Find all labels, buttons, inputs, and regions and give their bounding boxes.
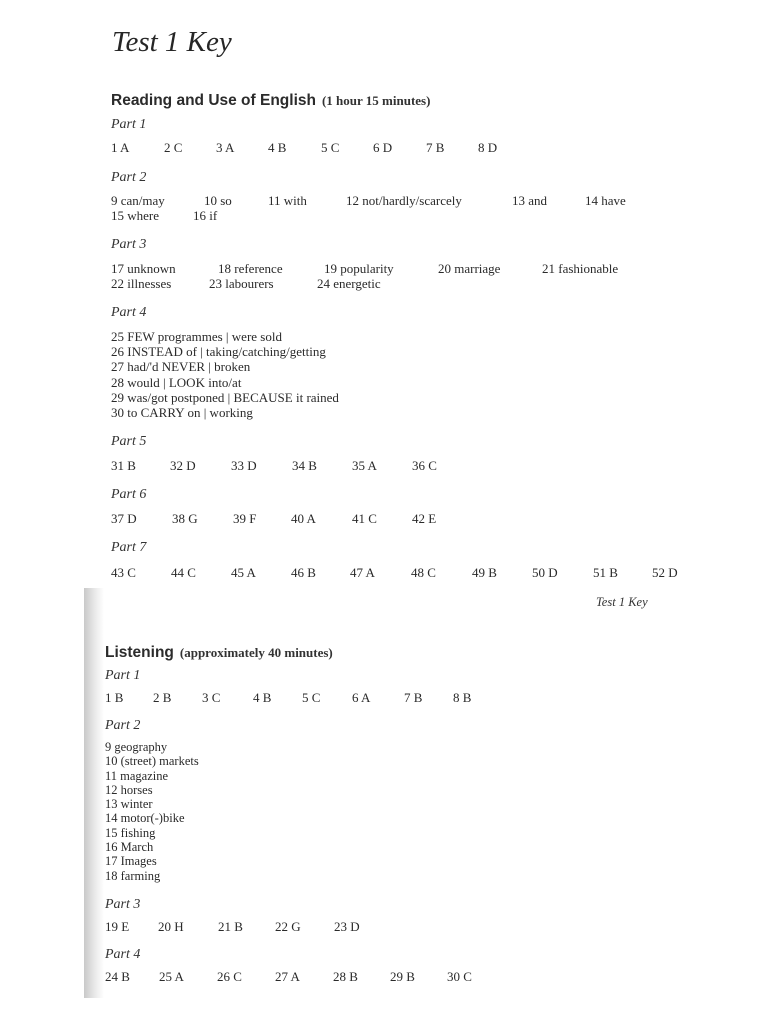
answer: 3 A xyxy=(216,140,235,155)
answer: 17 unknown xyxy=(111,261,176,276)
list-item: 10 (street) markets xyxy=(105,754,199,769)
reading-part1-label: Part 1 xyxy=(111,117,147,132)
answer: 51 B xyxy=(593,565,618,580)
answer: 44 C xyxy=(171,565,196,580)
reading-heading-text: Reading and Use of English xyxy=(111,92,316,109)
answer: 16 if xyxy=(193,208,218,223)
answer: 28 B xyxy=(333,969,358,984)
answer: 32 D xyxy=(170,458,196,473)
reading-part7-label: Part 7 xyxy=(111,540,147,555)
answer: 15 where xyxy=(111,208,160,223)
list-item: 17 Images xyxy=(105,854,157,869)
answer: 23 labourers xyxy=(209,276,274,291)
answer: 2 C xyxy=(164,140,183,155)
answer: 3 C xyxy=(202,690,221,705)
list-item: 11 magazine xyxy=(105,768,169,783)
answer: 11 with xyxy=(268,193,307,208)
answer: 12 not/hardly/scarcely xyxy=(346,193,462,208)
list-item: 13 winter xyxy=(105,797,153,812)
answer: 24 energetic xyxy=(317,276,381,291)
answer: 22 illnesses xyxy=(111,276,172,291)
answer: 49 B xyxy=(472,565,497,580)
list-item: 26 INSTEAD of | taking/catching/getting xyxy=(111,344,326,360)
reading-part2-label: Part 2 xyxy=(111,170,147,185)
answer: 33 D xyxy=(231,458,257,473)
answer: 8 B xyxy=(453,690,472,705)
answer: 4 B xyxy=(268,140,287,155)
listening-heading-text: Listening xyxy=(105,644,174,661)
answer: 42 E xyxy=(412,511,437,526)
list-item: 30 to CARRY on | working xyxy=(111,405,253,421)
answer: 2 B xyxy=(153,690,172,705)
page-title: Test 1 Key xyxy=(112,26,232,58)
answer: 19 E xyxy=(105,919,130,934)
answer: 14 have xyxy=(585,193,626,208)
answer: 34 B xyxy=(292,458,317,473)
answer: 50 D xyxy=(532,565,558,580)
listening-part2-list xyxy=(105,740,199,883)
list-item: 18 farming xyxy=(105,868,161,883)
answer: 47 A xyxy=(350,565,375,580)
answer: 5 C xyxy=(302,690,321,705)
list-item: 25 FEW programmes | were sold xyxy=(111,329,282,344)
answer: 46 B xyxy=(291,565,316,580)
reading-part4-list xyxy=(111,329,339,420)
answer: 35 A xyxy=(352,458,377,473)
list-item: 29 was/got postponed | BECAUSE it rained xyxy=(111,389,339,405)
answer: 10 so xyxy=(204,193,232,208)
answer: 45 A xyxy=(231,565,256,580)
list-item: 15 fishing xyxy=(105,825,156,840)
page-binding-shadow xyxy=(84,588,104,998)
answer: 29 B xyxy=(390,969,415,984)
answer: 6 D xyxy=(373,140,393,155)
list-item: 9 geography xyxy=(105,740,168,754)
list-item: 28 would | LOOK into/at xyxy=(111,374,242,390)
answer: 8 D xyxy=(478,140,498,155)
answer: 52 D xyxy=(652,565,678,580)
listening-part3-label: Part 3 xyxy=(105,897,141,912)
answer: 6 A xyxy=(352,690,371,705)
answer: 21 fashionable xyxy=(542,261,619,276)
listening-part2-label: Part 2 xyxy=(105,718,141,733)
answer: 24 B xyxy=(105,969,130,984)
answer: 20 H xyxy=(158,919,184,934)
reading-part4-label: Part 4 xyxy=(111,305,147,320)
answer: 19 popularity xyxy=(324,261,394,276)
answer: 31 B xyxy=(111,458,136,473)
answer: 20 marriage xyxy=(438,261,501,276)
answer: 7 B xyxy=(426,140,445,155)
answer: 27 A xyxy=(275,969,300,984)
reading-part6-label: Part 6 xyxy=(111,487,147,502)
reading-section-heading xyxy=(111,85,430,112)
list-item: 14 motor(-)bike xyxy=(105,811,185,826)
answer: 25 A xyxy=(159,969,184,984)
list-item: 16 March xyxy=(105,840,154,855)
answer: 40 A xyxy=(291,511,316,526)
answer: 1 B xyxy=(105,690,124,705)
answer: 36 C xyxy=(412,458,437,473)
list-item: 12 horses xyxy=(105,782,153,797)
answer: 9 can/may xyxy=(111,193,165,208)
listening-part1-label: Part 1 xyxy=(105,668,141,683)
answer: 48 C xyxy=(411,565,436,580)
answer: 30 C xyxy=(447,969,472,984)
listening-part4-label: Part 4 xyxy=(105,947,141,962)
answer: 18 reference xyxy=(218,261,283,276)
answer: 21 B xyxy=(218,919,243,934)
answer: 1 A xyxy=(111,140,130,155)
answer: 22 G xyxy=(275,919,301,934)
reading-duration: (1 hour 15 minutes) xyxy=(321,93,431,108)
listening-duration: (approximately 40 minutes) xyxy=(179,645,333,660)
answer: 4 B xyxy=(253,690,272,705)
answer: 38 G xyxy=(172,511,198,526)
answer: 37 D xyxy=(111,511,137,526)
reading-part5-label: Part 5 xyxy=(111,434,147,449)
answer: 26 C xyxy=(217,969,242,984)
answer: 43 C xyxy=(111,565,136,580)
answer: 13 and xyxy=(512,193,548,208)
answer: 23 D xyxy=(334,919,360,934)
running-footer: Test 1 Key xyxy=(596,595,648,609)
answer: 7 B xyxy=(404,690,423,705)
listening-section-heading xyxy=(105,637,333,664)
answer: 41 C xyxy=(352,511,377,526)
list-item: 27 had/'d NEVER | broken xyxy=(111,359,251,375)
answer: 5 C xyxy=(321,140,340,155)
answer: 39 F xyxy=(233,511,257,526)
reading-part3-label: Part 3 xyxy=(111,237,147,252)
